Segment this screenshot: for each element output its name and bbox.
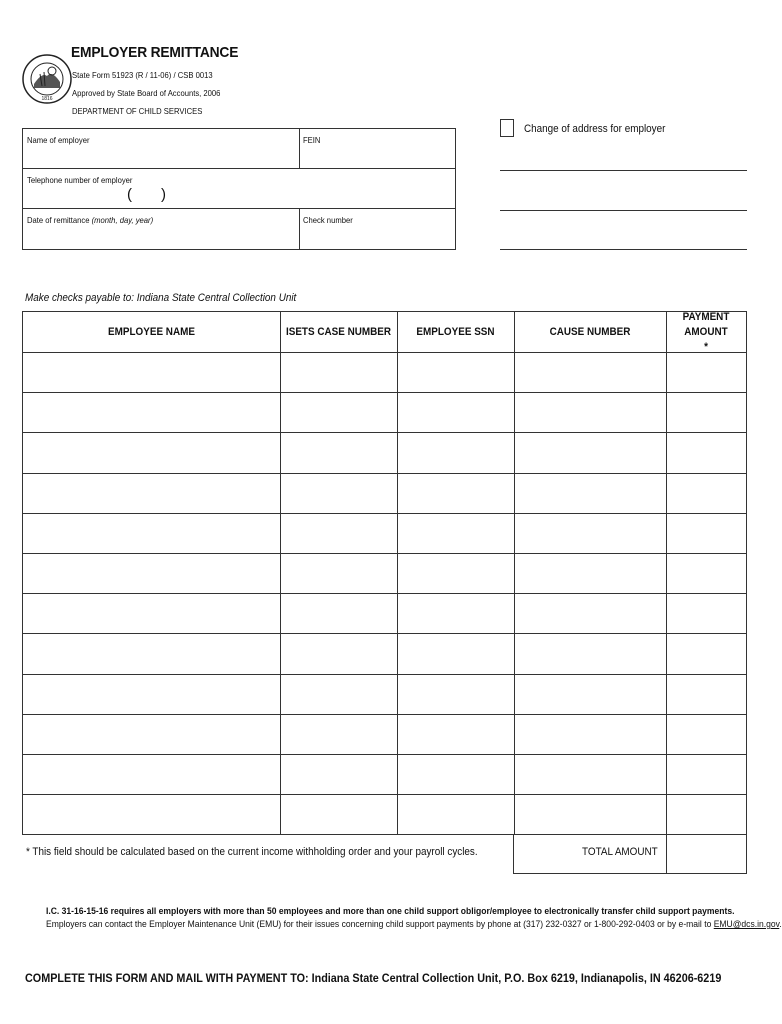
isets-case-number-cell[interactable]: [280, 514, 397, 553]
payable-note: Make checks payable to: Indiana State Central Collection Unit: [25, 292, 297, 304]
divider: [299, 129, 300, 169]
payment-amount-cell[interactable]: [666, 755, 746, 794]
employee-name-cell[interactable]: [23, 755, 280, 794]
payment-amount-cell[interactable]: [666, 594, 746, 633]
isets-case-number-cell[interactable]: [280, 393, 397, 432]
employee-name-cell[interactable]: [23, 353, 280, 392]
employee-name-cell[interactable]: [23, 554, 280, 593]
fein-label: FEIN: [303, 135, 321, 145]
employee-ssn-cell[interactable]: [397, 474, 514, 513]
cause-number-cell[interactable]: [514, 715, 666, 754]
cause-number-cell[interactable]: [514, 795, 666, 834]
indiana-state-seal-icon: [22, 44, 72, 114]
cause-number-cell[interactable]: [514, 594, 666, 633]
payment-amount-cell[interactable]: [666, 634, 746, 673]
employee-ssn-cell[interactable]: [397, 353, 514, 392]
change-of-address-checkbox[interactable]: [500, 119, 514, 137]
header-employee-name: EMPLOYEE NAME: [108, 325, 195, 338]
payment-amount-cell[interactable]: [666, 393, 746, 432]
payment-amount-cell[interactable]: [666, 474, 746, 513]
total-amount-label: TOTAL AMOUNT: [582, 846, 658, 858]
approval-note: Approved by State Board of Accounts, 2006: [72, 88, 221, 98]
total-amount-box: [513, 834, 747, 874]
cause-number-cell[interactable]: [514, 554, 666, 593]
employee-name-cell[interactable]: [23, 514, 280, 553]
payment-amount-cell[interactable]: [666, 554, 746, 593]
employee-ssn-cell[interactable]: [397, 393, 514, 432]
employee-ssn-cell[interactable]: [397, 514, 514, 553]
form-number: State Form 51923 (R / 11-06) / CSB 0013: [72, 70, 213, 80]
employee-ssn-cell[interactable]: [397, 634, 514, 673]
isets-case-number-cell[interactable]: [280, 715, 397, 754]
employee-ssn-cell[interactable]: [397, 594, 514, 633]
cause-number-cell[interactable]: [514, 675, 666, 714]
payment-amount-cell[interactable]: [666, 795, 746, 834]
emu-contact-text: Employers can contact the Employer Maintenance Unit (EMU) for their issues concerning child support payments by phone at (317) 232-0327 or 1-800-292-0403 or by e-mail to EMU@dcs.in.gov.: [46, 919, 782, 930]
isets-case-number-cell[interactable]: [280, 675, 397, 714]
employee-name-cell[interactable]: [23, 795, 280, 834]
employer-name-label: Name of employer: [27, 135, 90, 145]
address-line-2[interactable]: [500, 210, 747, 211]
isets-case-number-cell[interactable]: [280, 634, 397, 673]
cause-number-cell[interactable]: [514, 393, 666, 432]
cause-number-cell[interactable]: [514, 634, 666, 673]
employee-payment-table: [22, 311, 747, 835]
header-payment-amount: PAYMENT AMOUNT *: [682, 310, 730, 353]
employee-name-cell[interactable]: [23, 433, 280, 472]
address-line-1[interactable]: [500, 170, 747, 171]
isets-case-number-cell[interactable]: [280, 795, 397, 834]
cause-number-cell[interactable]: [514, 353, 666, 392]
employee-ssn-cell[interactable]: [397, 795, 514, 834]
check-number-label: Check number: [303, 215, 353, 225]
divider: [299, 209, 300, 250]
employee-name-cell[interactable]: [23, 594, 280, 633]
employee-ssn-cell[interactable]: [397, 554, 514, 593]
form-title: EMPLOYER REMITTANCE: [71, 44, 239, 61]
employee-ssn-cell[interactable]: [397, 755, 514, 794]
remittance-row: [23, 209, 455, 250]
department-name: DEPARTMENT OF CHILD SERVICES: [72, 106, 203, 116]
change-of-address-label: Change of address for employer: [524, 123, 666, 135]
employee-name-cell[interactable]: [23, 715, 280, 754]
header-isets-case-number: ISETS CASE NUMBER: [285, 325, 392, 338]
payment-amount-cell[interactable]: [666, 514, 746, 553]
header-cause-number: CAUSE NUMBER: [549, 325, 631, 338]
legal-requirement-text: I.C. 31-16-15-16 requires all employers with more than 50 employees and more than one child support obligor/employee to electronically transfer child support payments.: [46, 906, 735, 917]
employer-phone-row[interactable]: [23, 169, 455, 209]
address-line-3[interactable]: [500, 249, 747, 250]
payment-amount-cell[interactable]: [666, 715, 746, 754]
employee-ssn-cell[interactable]: [397, 433, 514, 472]
isets-case-number-cell[interactable]: [280, 554, 397, 593]
employee-ssn-cell[interactable]: [397, 715, 514, 754]
phone-open-paren: (: [127, 186, 132, 203]
payment-amount-footnote: * This field should be calculated based on the current income withholding order and your payroll cycles.: [26, 846, 478, 858]
employee-ssn-cell[interactable]: [397, 675, 514, 714]
payment-amount-cell[interactable]: [666, 353, 746, 392]
isets-case-number-cell[interactable]: [280, 474, 397, 513]
cause-number-cell[interactable]: [514, 514, 666, 553]
employer-phone-label: Telephone number of employer: [27, 175, 133, 185]
header-employee-ssn: EMPLOYEE SSN: [416, 325, 495, 338]
employee-name-cell[interactable]: [23, 474, 280, 513]
isets-case-number-cell[interactable]: [280, 353, 397, 392]
cause-number-cell[interactable]: [514, 433, 666, 472]
employer-info-box: [22, 128, 456, 250]
payment-amount-cell[interactable]: [666, 433, 746, 472]
isets-case-number-cell[interactable]: [280, 433, 397, 472]
employer-name-row: [23, 129, 455, 169]
isets-case-number-cell[interactable]: [280, 755, 397, 794]
mailing-instruction: COMPLETE THIS FORM AND MAIL WITH PAYMENT TO: Indiana State Central Collection Unit, P.O. Box 6219, Indianapolis, IN 46206-6219: [25, 971, 722, 985]
employee-name-cell[interactable]: [23, 675, 280, 714]
svg-text:1816: 1816: [41, 96, 53, 102]
date-of-remittance-label: Date of remittance (month, day, year): [27, 215, 154, 225]
employee-name-cell[interactable]: [23, 393, 280, 432]
phone-close-paren: ): [161, 186, 166, 203]
total-divider: [666, 834, 667, 873]
emu-email-link[interactable]: EMU@dcs.in.gov: [713, 919, 780, 930]
isets-case-number-cell[interactable]: [280, 594, 397, 633]
employee-name-cell[interactable]: [23, 634, 280, 673]
cause-number-cell[interactable]: [514, 755, 666, 794]
cause-number-cell[interactable]: [514, 474, 666, 513]
payment-amount-cell[interactable]: [666, 675, 746, 714]
